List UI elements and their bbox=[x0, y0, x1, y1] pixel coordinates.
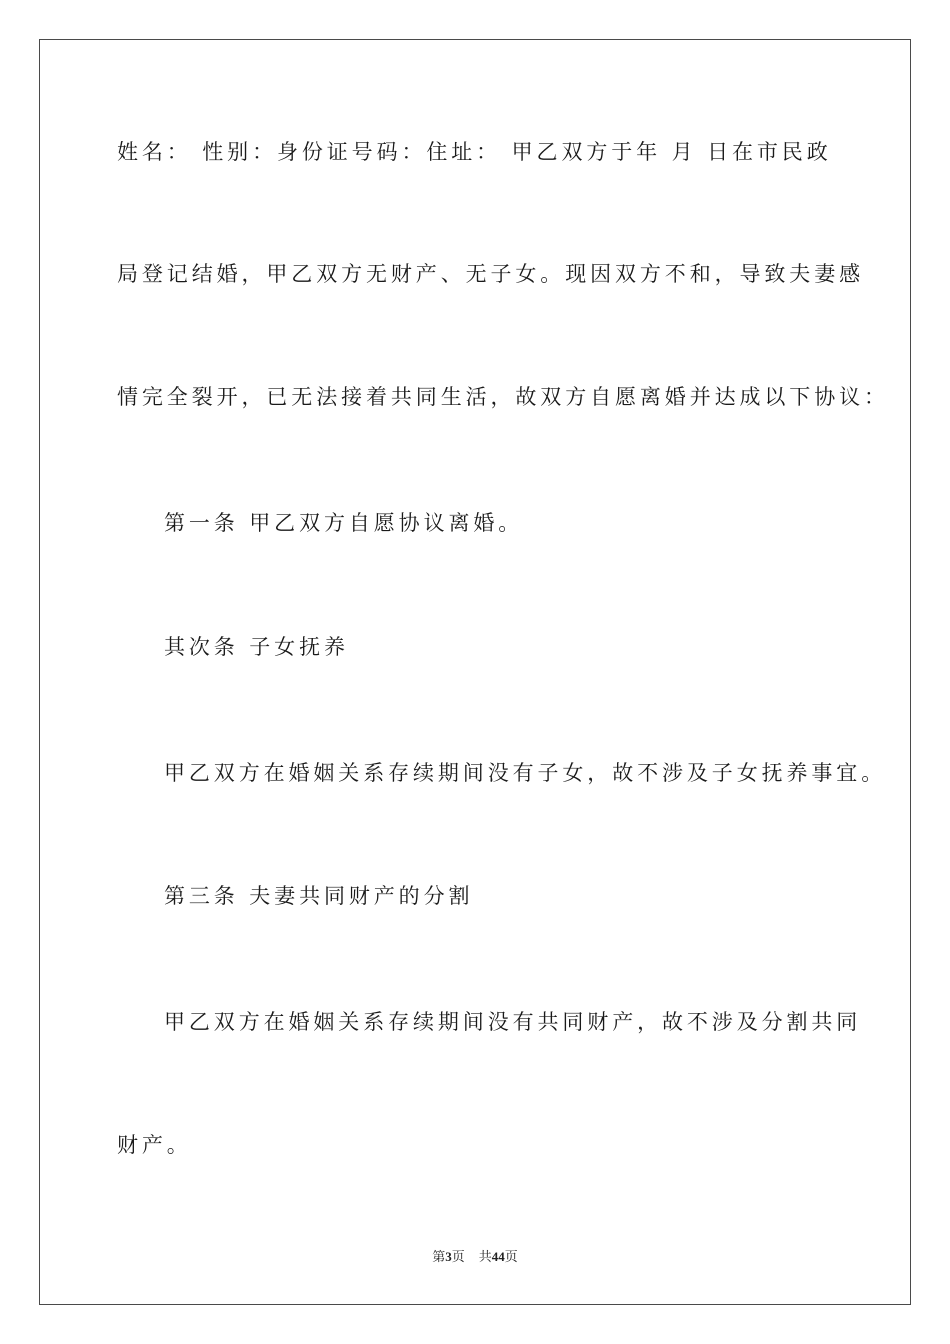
page-footer bbox=[0, 1248, 950, 1266]
article-3-heading: 第三条 夫妻共同财产的分割 bbox=[164, 884, 474, 908]
article-1-heading: 第一条 甲乙双方自愿协议离婚。 bbox=[164, 511, 524, 535]
article-3-body-line-2: 财产。 bbox=[117, 1133, 192, 1157]
paragraph-line-1: 姓名： 性别：身份证号码：住址： 甲乙双方于年 月 日在市民政 bbox=[117, 140, 832, 164]
page-border bbox=[39, 39, 911, 1305]
page-prefix: 第 bbox=[432, 1249, 446, 1264]
total-pages-number: 44 bbox=[491, 1249, 505, 1264]
article-2-body: 甲乙双方在婚姻关系存续期间没有子女，故不涉及子女抚养事宜。 bbox=[164, 761, 887, 785]
article-2-heading: 其次条 子女抚养 bbox=[164, 635, 349, 659]
paragraph-line-3: 情完全裂开，已无法接着共同生活，故双方自愿离婚并达成以下协议： bbox=[117, 385, 889, 409]
page-suffix: 页 bbox=[451, 1249, 465, 1264]
paragraph-line-2: 局登记结婚，甲乙双方无财产、无子女。现因双方不和，导致夫妻感 bbox=[117, 262, 864, 286]
article-3-body-line-1: 甲乙双方在婚姻关系存续期间没有共同财产，故不涉及分割共同 bbox=[164, 1010, 862, 1034]
total-prefix: 共 bbox=[478, 1249, 492, 1264]
total-suffix: 页 bbox=[504, 1249, 518, 1264]
current-page-number: 3 bbox=[445, 1249, 452, 1264]
